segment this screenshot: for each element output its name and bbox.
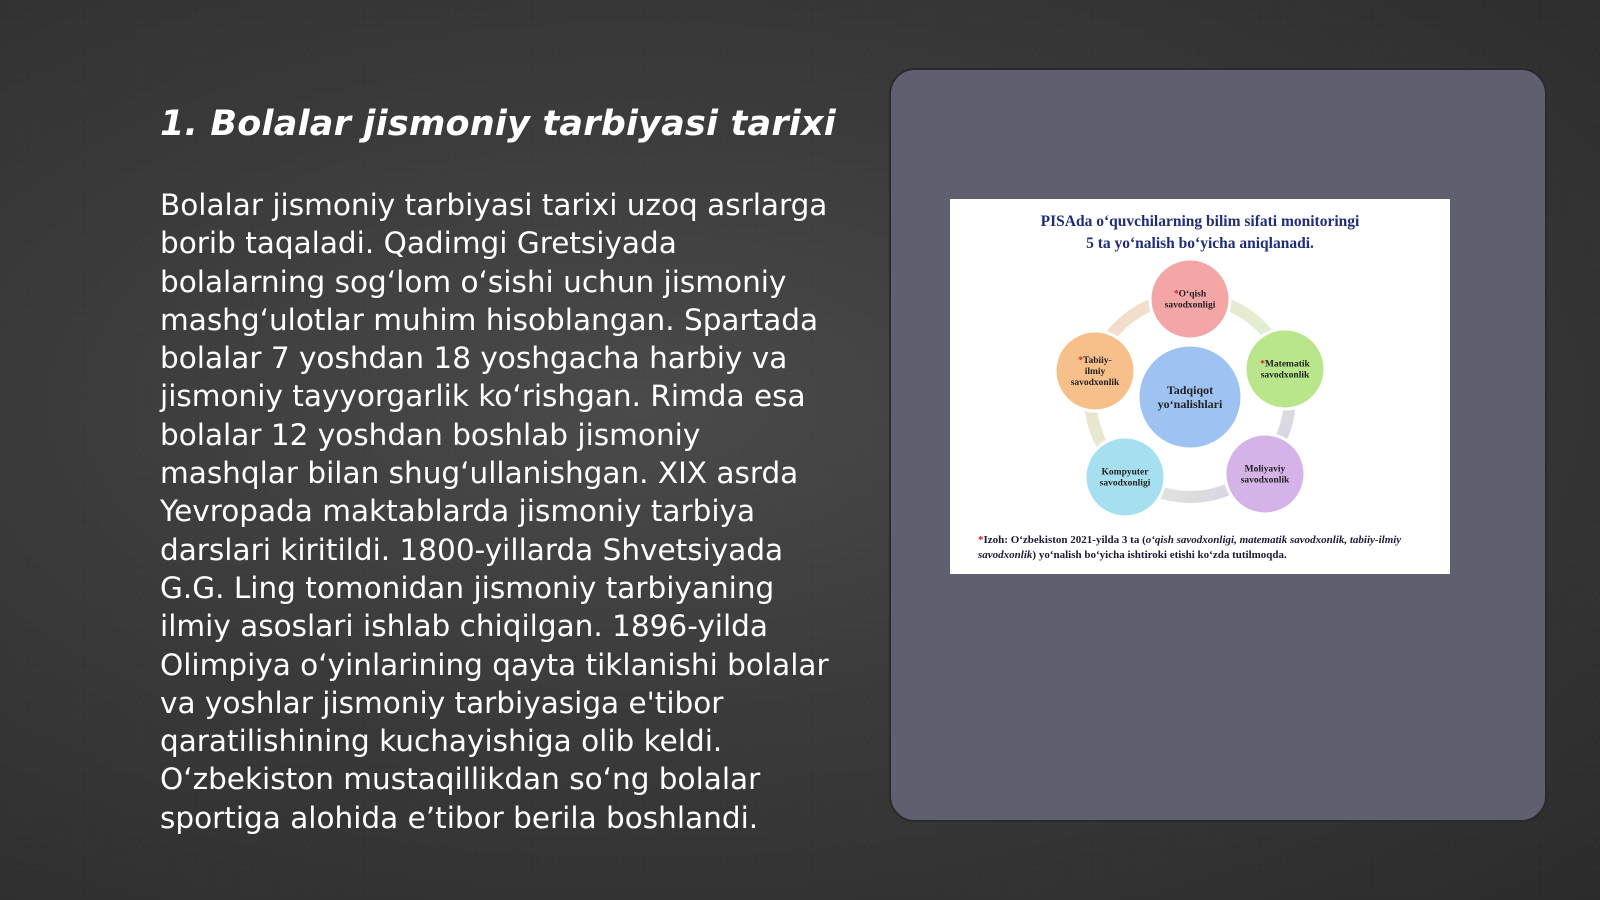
diagram-node-star: *: [1078, 356, 1084, 366]
diagram-node-label: [1241, 476, 1290, 486]
center-node: [1138, 345, 1242, 449]
diagram-node-label: [1165, 301, 1216, 311]
diagram-node-label-text: Moliyaviy: [1244, 464, 1286, 475]
note-prefix: Izoh: O‘zbekiston 2021-yilda 3 ta (: [983, 534, 1146, 546]
diagram-node-star: *: [1173, 289, 1179, 300]
diagram-note: [978, 533, 1434, 563]
diagram-node-label: [1100, 479, 1151, 489]
diagram-node-label: [1071, 378, 1120, 388]
center-label-line2: yo‘nalishlari: [1157, 397, 1223, 411]
diagram-node-label: [1261, 371, 1310, 381]
diagram-node-label: [1260, 360, 1310, 370]
diagram-node-label-text: savodxonligi: [1099, 478, 1151, 489]
diagram-node-label: [1085, 367, 1106, 377]
diagram-node-label-text: ilmiy: [1084, 367, 1106, 377]
pisa-diagram-image: [950, 199, 1450, 574]
diagram-node-label: [1102, 468, 1150, 478]
diagram-node-label-text: O‘qish: [1178, 289, 1207, 300]
diagram-node-label: [1078, 356, 1111, 366]
diagram-node-label: [1245, 465, 1286, 475]
note-star: *: [978, 534, 984, 546]
note-suffix: ) yo‘nalish bo‘yicha ishtiroki etishi ko‘zda tutilmoqda.: [1032, 549, 1287, 561]
diagram-node: [1150, 259, 1230, 339]
slide-title: 1. Bolalar jismoniy tarbiyasi tarixi: [160, 104, 836, 144]
slide-body-text: Bolalar jismoniy tarbiyasi tarixi uzoq asrlarga borib taqaladi. Qadimgi Gretsiyada bolalarning sog‘lom o‘sishi uchun jismoniy mashg‘ulotlar muhim hisoblangan. Spartada bolalar 7 yoshdan 18 yoshgacha harbiy va jismoniy tayyorgarlik ko‘rishgan. Rimda esa bolalar 12 yoshdan boshlab jismoniy mashqlar bilan shug‘ullanishgan. XIX asrda Yevropada maktablarda jismoniy tarbiya darslari kiritildi. 1800-yillarda Shvetsiyada G.G. Ling tomonidan jismoniy tarbiyaning ilmiy asoslari ishlab chiqilgan. 1896-yilda Olimpiya o‘yinlarining qayta tiklanishi bolalar va yoshlar jismoniy tarbiyasiga e'tibor qaratilishining kuchayishiga olib keldi. O‘zbekiston mustaqillikdan so‘ng bolalar sportiga alohida e’tibor berila boshlandi.: [160, 188, 829, 835]
diagram-node: [1085, 437, 1165, 517]
diagram-title-line2: 5 ta yo‘nalish bo‘yicha aniqlanadi.: [1086, 235, 1314, 252]
diagram-node-label-text: savodxonlik: [1070, 378, 1120, 388]
diagram-node-label-text: savodxonligi: [1164, 300, 1216, 311]
cycle-diagram: [950, 199, 1450, 574]
center-label-line1: Tadqiqot: [1166, 383, 1214, 397]
note-italic: o‘qish savodxonligi, matematik savodxonlik, tabiiy-ilmiy savodxonlik: [978, 534, 1402, 561]
diagram-node-label-text: Kompyuter: [1101, 467, 1149, 478]
diagram-node: [1225, 434, 1305, 514]
diagram-node-label-text: savodxonlik: [1260, 370, 1310, 381]
diagram-node-label-text: savodxonlik: [1240, 475, 1290, 486]
diagram-node: [1055, 331, 1135, 411]
diagram-node-star: *: [1260, 359, 1265, 370]
diagram-node-label-text: Matematik: [1264, 359, 1310, 370]
diagram-node: [1245, 329, 1325, 409]
diagram-title-line1: PISAda o‘quvchilarning bilim sifati monitoringi: [1040, 213, 1360, 230]
diagram-node-label: [1174, 289, 1207, 300]
diagram-node-label-text: Tabiiy-: [1083, 356, 1112, 366]
